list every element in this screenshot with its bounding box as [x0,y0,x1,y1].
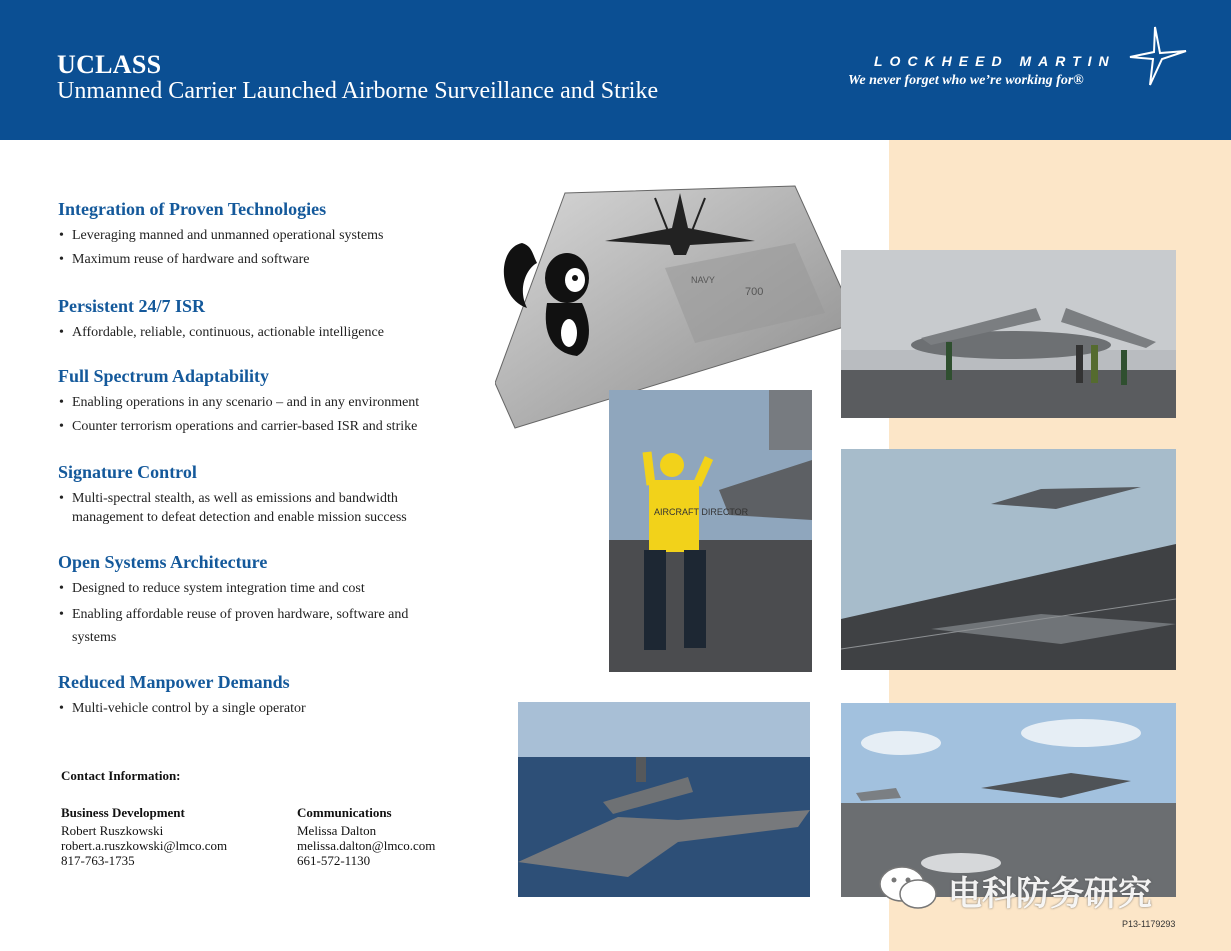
logo-tagline: We never forget who we’re working for® [848,73,1084,88]
drone-number-text: 700 [745,286,764,298]
section-title: Reduced Manpower Demands [58,672,290,692]
contact-business [61,805,227,868]
watermark-text: 电科防务研究 [948,874,1152,914]
bullet-item: • Multi-spectral stealth, as well as emissions and bandwidth management to defeat detection and enable mission success [58,489,458,527]
logo-name: LOCKHEED MARTIN [874,53,1116,69]
vest-text: AIRCRAFT DIRECTOR [654,507,749,517]
page-subtitle: Unmanned Carrier Launched Airborne Surveillance and Strike [57,78,659,104]
section-title: Full Spectrum Adaptability [58,366,270,386]
bullet-item: • Leveraging manned and unmanned operational systems [58,226,478,245]
section-signature-control [58,462,458,532]
contact-phone: 661-572-1130 [297,853,371,868]
contact-email[interactable]: robert.a.ruszkowski@lmco.com [61,838,228,853]
header-banner [0,0,1231,140]
section-title: Integration of Proven Technologies [58,199,327,219]
aircraft-director-photo [609,390,812,672]
contact-title: Business Development [61,805,185,820]
bullet-item: • Counter terrorism operations and carrier-based ISR and strike [58,417,478,436]
section-integration [58,199,478,274]
section-title: Persistent 24/7 ISR [58,296,205,316]
contact-phone: 817-763-1735 [61,853,135,868]
contact-name: Robert Ruszkowski [61,823,164,838]
contact-heading: Contact Information: [61,768,181,783]
page-title: UCLASS [57,50,162,79]
bullet-item: • Designed to reduce system integration time and cost [58,579,438,598]
section-persistent-isr [58,296,478,347]
lockheed-martin-logo [840,25,1200,105]
contact-name: Melissa Dalton [297,823,377,838]
contact-email[interactable]: melissa.dalton@lmco.com [297,838,436,853]
section-title: Signature Control [58,462,197,482]
document-number: P13-1179293 [1122,919,1176,929]
drone-navy-text: NAVY [691,275,715,285]
bullet-item: • Multi-vehicle control by a single operator [58,699,478,718]
section-reduced-manpower [58,672,478,723]
section-full-spectrum [58,366,478,441]
carrier-at-sea-photo [518,702,810,897]
bullet-item: • Enabling operations in any scenario – and in any environment [58,393,478,412]
contact-communications [297,805,435,868]
bullet-item: • Enabling affordable reuse of proven hardware, software and systems [58,603,438,649]
drone-on-deck-photo [841,250,1176,418]
bullet-item: • Affordable, reliable, continuous, actionable intelligence [58,323,478,342]
wechat-icon [878,864,940,912]
drone-landing-photo [841,449,1176,670]
section-open-systems [58,552,438,654]
contact-title: Communications [297,805,392,820]
section-title: Open Systems Architecture [58,552,268,572]
bullet-item: • Maximum reuse of hardware and software [58,250,478,269]
star-logo-icon [1120,25,1190,87]
